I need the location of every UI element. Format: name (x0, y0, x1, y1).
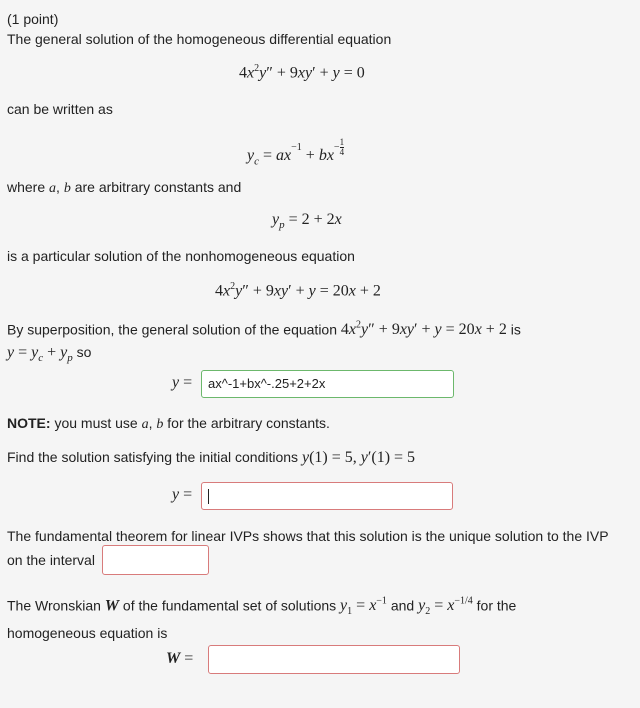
wronskian-input[interactable] (208, 645, 460, 674)
can-be-written-text: can be written as (7, 101, 113, 117)
answer4-label: W = (166, 650, 194, 667)
wronskian-text: The Wronskian W of the fundamental set of solutions $y_1 = x^{-1}$ and $y_2 = x^{-1/4}$ for the homogeneous equation is (7, 596, 517, 641)
note-text: NOTE: you must use a, b for the arbitrary constants. (7, 415, 330, 432)
yp-equation: $y_p = 2 + 2x$ (272, 211, 342, 232)
answer2-label: y = (172, 486, 193, 503)
nonhomogeneous-equation: $4x^2y'' + 9xy' + y = 20x + 2$ (215, 281, 381, 300)
intro-text: The general solution of the homogeneous differential equation (7, 31, 392, 47)
note-label: NOTE: (7, 415, 51, 431)
where-text: where a, b are arbitrary constants and (7, 179, 242, 196)
text-caret (208, 489, 209, 504)
ivp-text: Find the solution satisfying the initial conditions y(1) = 5, y′(1) = 5 (7, 449, 416, 466)
interval-input[interactable] (102, 545, 209, 575)
superposition-text: By superposition, the general solution of the equation $4x^2y'' + 9xy' + y = 20x + 2$ is $y = y_c + y_p$ so (7, 320, 521, 365)
ivp-solution-input[interactable] (201, 482, 453, 510)
interval-label: on the interval (7, 552, 95, 568)
general-solution-input[interactable]: ax^-1+bx^-.25+2+2x (201, 370, 454, 398)
points-label: (1 point) (7, 11, 59, 27)
particular-text: is a particular solution of the nonhomogeneous equation (7, 248, 355, 264)
yc-equation: $y_c = ax^{-1} + bx^{- \frac{1}{4}}$ (247, 137, 345, 168)
homogeneous-equation: $4x^2y'' + 9xy' + y = 0$ (239, 63, 365, 82)
answer1-label: y = (172, 374, 193, 391)
fundamental-text: The fundamental theorem for linear IVPs shows that this solution is the unique solution to the IVP (7, 528, 609, 544)
